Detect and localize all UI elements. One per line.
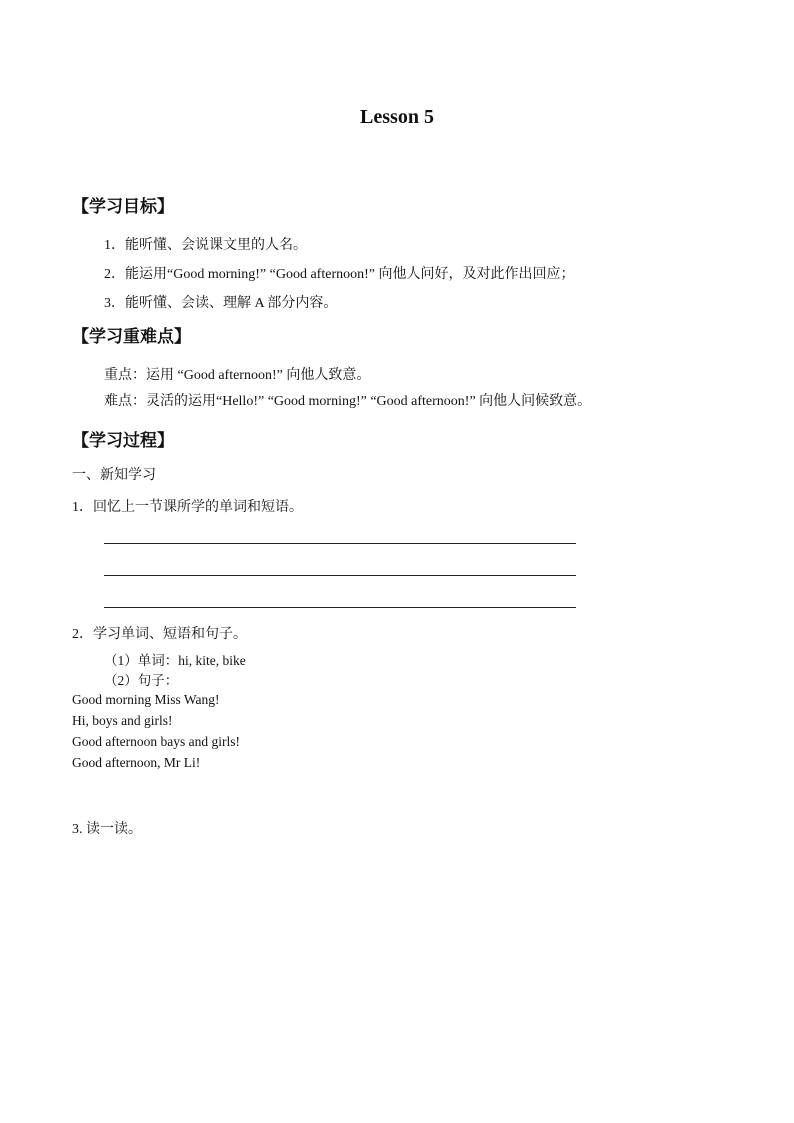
- difficult-point-text: 难点：灵活的运用“Hello!” “Good morning!” “Good afternoon!” 向他人问候致意。: [104, 394, 592, 409]
- objective-item-1: 1．能听懂、会说课文里的人名。: [104, 238, 307, 253]
- sentence-1: Good morning Miss Wang!: [72, 692, 220, 707]
- objective-item-3: 3．能听懂、会读、理解 A 部分内容。: [104, 296, 338, 311]
- objectives-heading: 【学习目标】: [72, 197, 174, 216]
- objective-item-2: 2．能运用“Good morning!” “Good afternoon!” 向他人问好，及对此作出回应；: [104, 267, 575, 282]
- answer-line-2: [104, 575, 576, 576]
- sentence-3: Good afternoon bays and girls!: [72, 734, 240, 749]
- step-3-text: 3. 读一读。: [72, 822, 142, 837]
- answer-line-3: [104, 607, 576, 608]
- section-new-knowledge: 一、新知学习: [72, 468, 156, 483]
- sentence-4: Good afternoon, Mr Li!: [72, 755, 201, 770]
- process-heading: 【学习过程】: [72, 431, 174, 450]
- page-title: Lesson 5: [360, 106, 434, 128]
- sentence-2: Hi, boys and girls!: [72, 713, 173, 728]
- answer-line-1: [104, 543, 576, 544]
- key-points-heading: 【学习重难点】: [72, 327, 191, 346]
- words-line: （1）单词：hi, kite, bike: [104, 653, 246, 668]
- sentences-label: （2）句子：: [104, 673, 179, 688]
- step-2-text: 2．学习单词、短语和句子。: [72, 627, 247, 642]
- key-point-text: 重点：运用 “Good afternoon!” 向他人致意。: [104, 368, 371, 383]
- step-1-text: 1．回忆上一节课所学的单词和短语。: [72, 500, 303, 515]
